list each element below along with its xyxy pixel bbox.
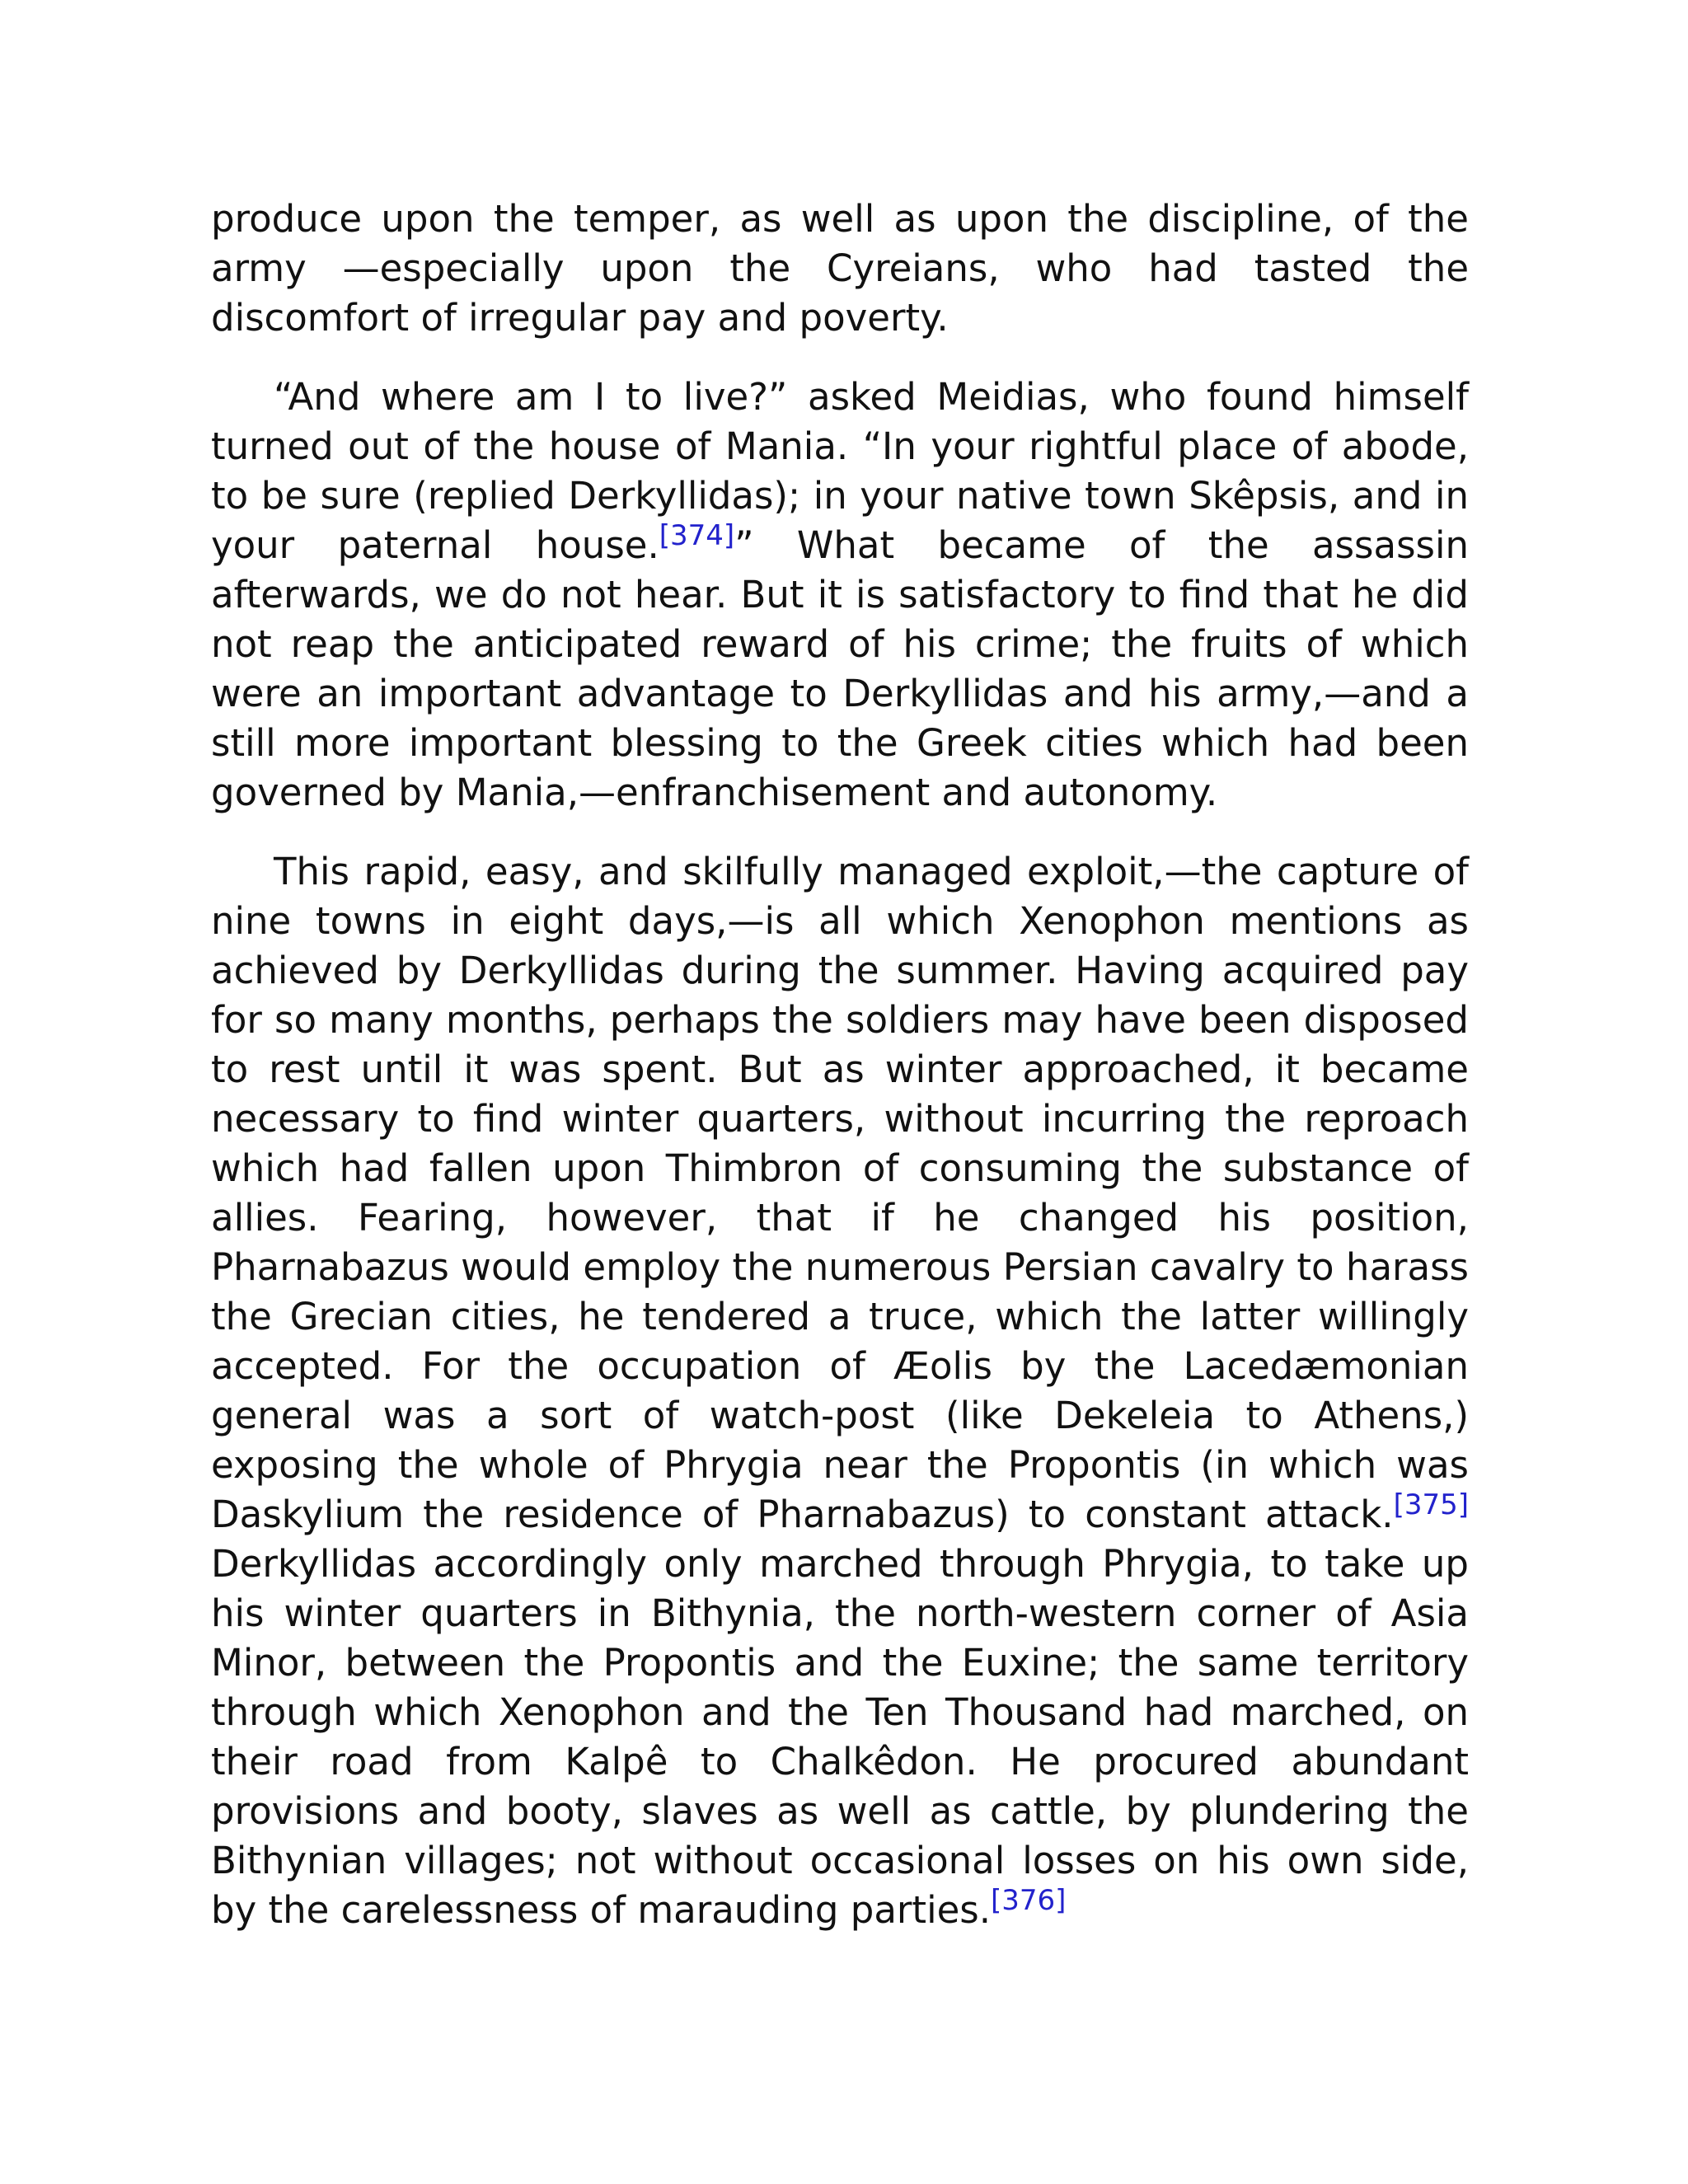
paragraph-text: This rapid, easy, and skilfully managed exploit,—the capture of nine towns in eight days,—is all which Xenophon mentions as achieved by Derkyllidas during the summer. Having acquired pay for so many months, perhaps the soldiers may have been disposed to rest until it was spent. But as winter approached, it became necessary to find winter quarters, without incurring the reproach which had fallen upon Thimbron of consuming the substance of allies. Fearing, however, that if he changed his position, Pharnabazus would employ the numerous Persian cavalry to harass the Grecian cities, he tendered a truce, which the latter willingly accepted. For the occupation of Æolis by the Lacedæmonian general was a sort of watch-post (like Dekeleia to Athens,) exposing the whole of Phrygia near the Propontis (in which was Daskylium the residence of Pharnabazus) to constant attack. (211, 850, 1469, 1536)
page-body (211, 194, 1469, 1965)
paragraph-1 (211, 194, 1469, 343)
paragraph-text: Derkyllidas accordingly only marched through Phrygia, to take up his winter quarters in Bithynia, the north-western corner of Asia Minor, between the Propontis and the Euxine; the same territory through which Xenophon and the Ten Thousand had marched, on their road from Kalpê to Chalkêdon. He procured abundant provisions and booty, slaves as well as cattle, by plundering the Bithynian villages; not without occasional losses on his own side, by the carelessness of marauding parties. (211, 1542, 1469, 1932)
footnote-link-376[interactable]: [376] (991, 1884, 1067, 1917)
paragraph-3 (211, 847, 1469, 1935)
footnote-link-375[interactable]: [375] (1393, 1488, 1469, 1521)
paragraph-text: ” What became of the assassin afterwards, we do not hear. But it is satisfactory to find that he did not reap the anticipated reward of his crime; the fruits of which were an important advantage to Derkyllidas and his army,—and a still more important blessing to the Greek cities which had been governed by Mania,—enfranchisement and autonomy. (211, 523, 1469, 814)
paragraph-2 (211, 373, 1469, 818)
paragraph-text: “And where am I to live?” asked Meidias, who found himself turned out of the house of Mania. “In your rightful place of abode, to be sure (replied Derkyllidas); in your native town Skêpsis, and in your paternal house. (211, 375, 1469, 567)
footnote-link-374[interactable]: [374] (659, 519, 735, 552)
paragraph-text: produce upon the temper, as well as upon the discipline, of the army —especially upon the Cyreians, who had tasted the discomfort of irregular pay and poverty. (211, 197, 1469, 340)
